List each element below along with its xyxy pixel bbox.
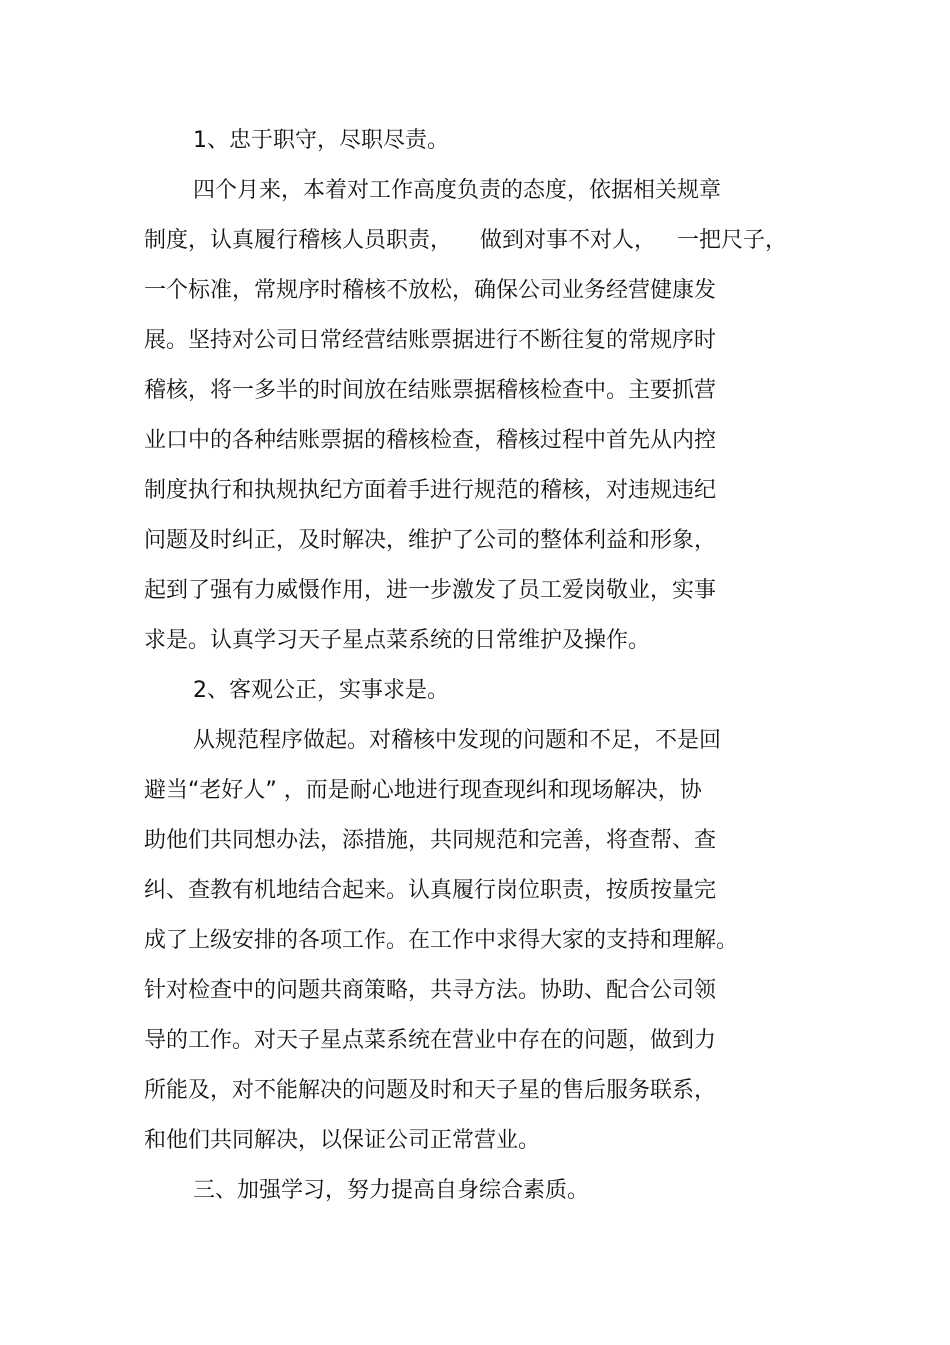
paragraph-line: 助他们共同想办法，添措施，共同规范和完善，将查帮、查 [144, 828, 717, 853]
paragraph-line: 和他们共同解决，以保证公司正常营业。 [144, 1128, 541, 1153]
paragraph-line: 纠、查教有机地结合起来。认真履行岗位职责，按质按量完 [144, 878, 717, 903]
paragraph-line: 所能及，对不能解决的问题及时和天子星的售后服务联系， [144, 1078, 717, 1103]
paragraph-line: 针对检查中的问题共商策略，共寻方法。协助、配合公司领 [144, 978, 717, 1003]
paragraph-line: 起到了强有力威慑作用，进一步激发了员工爱岗敬业，实事 [144, 578, 717, 603]
paragraph-line: 四个月来，本着对工作高度负责的态度，依据相关规章 [193, 178, 722, 203]
paragraph-line: 导的工作。对天子星点菜系统在营业中存在的问题，做到力 [144, 1028, 717, 1053]
paragraph-line: 制度执行和执规执纪方面着手进行规范的稽核，对违规违纪 [144, 478, 717, 503]
paragraph-line: 展。坚持对公司日常经营结账票据进行不断往复的常规序时 [144, 328, 717, 353]
paragraph-line: 从规范程序做起。对稽核中发现的问题和不足，不是回 [193, 728, 722, 753]
paragraph-line: 成了上级安排的各项工作。在工作中求得大家的支持和理解。 [144, 928, 739, 953]
paragraph-line: 问题及时纠正，及时解决，维护了公司的整体利益和形象， [144, 528, 717, 553]
paragraph-line: 制度，认真履行稽核人员职责， 做到对事不对人， 一把尺子， [144, 228, 787, 253]
paragraph-line: 避当“老好人” ，而是耐心地进行现查现纠和现场解决，协 [144, 778, 702, 803]
paragraph-line: 稽核，将一多半的时间放在结账票据稽核检查中。主要抓营 [144, 378, 717, 403]
heading-line: 三、加强学习，努力提高自身综合素质。 [193, 1178, 590, 1203]
paragraph-line: 业口中的各种结账票据的稽核检查，稽核过程中首先从内控 [144, 428, 717, 453]
heading-line: 1、忠于职守，尽职尽责。 [193, 128, 449, 153]
heading-line: 2、客观公正，实事求是。 [193, 678, 449, 703]
paragraph-line: 求是。认真学习天子星点菜系统的日常维护及操作。 [144, 628, 651, 653]
paragraph-line: 一个标准，常规序时稽核不放松，确保公司业务经营健康发 [144, 278, 717, 303]
